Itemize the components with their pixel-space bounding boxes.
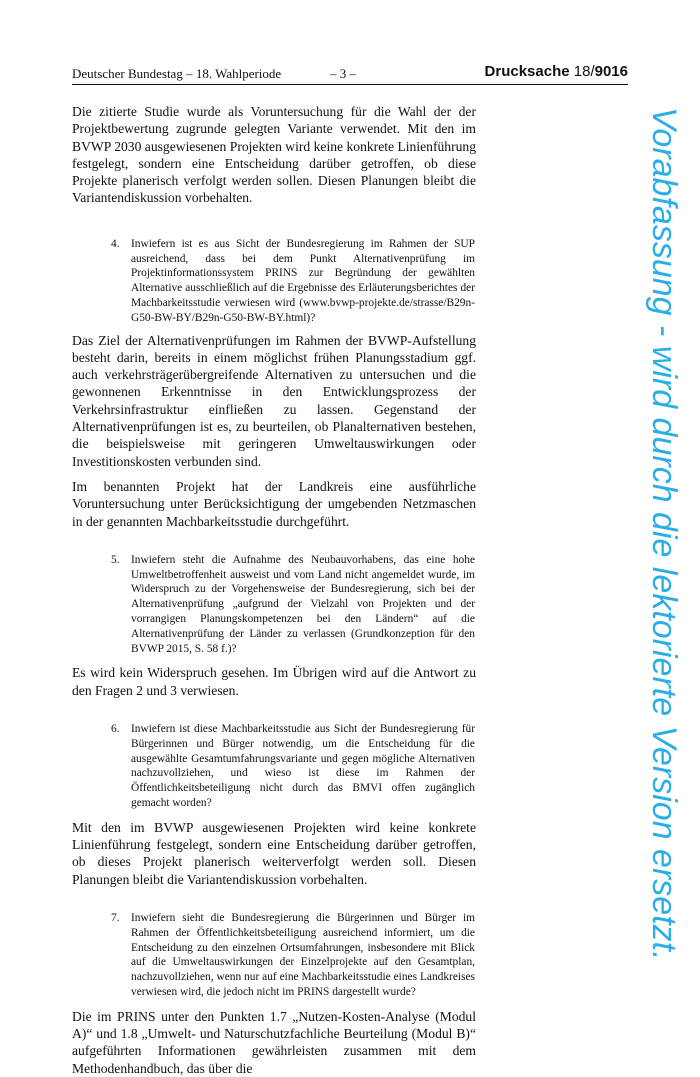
header-rule: [72, 84, 628, 85]
drucksache-num-bold: 9016: [594, 63, 628, 80]
question-text: Inwiefern sieht die Bundesregierung die Bürgerinnen und Bürger im Rahmen der Öffentlichkeitsbeteiligung ausreichend informiert, um die Entscheidung zu den einzelnen Ortsumfahrungen, insbesondere mit Blick auf die Umweltauswirkungen der Einzelprojekte auf den Gesamtplan, nachzuvollziehen, wenn nur auf eine Machbarkeitsstudie eines Landkreises verwiesen wird, die jedoch nicht im PRINS dargestellt wurde?: [131, 911, 475, 998]
page-number: – 3 –: [330, 66, 356, 81]
question-text: Inwiefern ist diese Machbarkeitsstudie aus Sicht der Bundesregierung für Bürgerinnen und Bürger notwendig, um die Entscheidung für die ausgewählte Gesamtumfahrungsvariante und gegen mögliche Alternativen nachzuvollziehen, und wieso ist diese im Rahmen der Öffentlichkeitsbeteiligung nicht durch das BMVI offen zugänglich gemacht worden?: [131, 723, 475, 809]
question-text: Inwiefern ist es aus Sicht der Bundesregierung im Rahmen der SUP ausreichend, dass bei dem Punkt Alternativenprüfung im Projektinformationssystem PRINS zur Begründung der gewählten Alternative ausschließlich auf die Ergebnisse des Erläuterungsberichtes der Machbarkeitsstudie verwiesen wird (www.bvwp-projekte.de/strasse/B29n-G50-BW-BY/B29n-G50-BW-BY.html)?: [131, 237, 475, 324]
question-text: Inwiefern steht die Aufnahme des Neubauvorhabens, das eine hohe Umweltbetroffenheit ausweist und vom Land nicht angemeldet wurde, im Widerspruch zu der Vorgehensweise der Bundesregierung, sich bei der Alternativenprüfung „aufgrund der Vielzahl von Projekten und der vorrangigen Planungskompetenzen bei den Ländern“ auf die Alternativenprüfung der Länder zu verlassen (Grundkonzeption für den BVWP 2015, S. 58 f.)?: [131, 553, 475, 655]
question-7: [111, 911, 475, 1000]
watermark-text: Vorabfassung - wird durch die lektorierte Version ersetzt.: [645, 107, 683, 961]
page-body: [72, 103, 476, 1077]
question-4: [111, 237, 475, 326]
header-parliament-term: Deutscher Bundestag – 18. Wahlperiode: [72, 66, 282, 81]
question-number: 5.: [111, 553, 120, 566]
drucksache-label: Drucksache: [484, 63, 570, 80]
page-header: [72, 63, 628, 86]
answer-6: Mit den im BVWP ausgewiesenen Projekten wird keine konkrete Linienführung festgelegt, sondern eine Entscheidung darüber getroffen, ob dieses Projekt planerisch weiterverfolgt werden soll. Diesen Planungen bleibt die Variantendiskussion vorbehalten.: [72, 819, 476, 887]
question-number: 6.: [111, 723, 120, 735]
question-6: [111, 722, 475, 811]
question-number: 7.: [111, 911, 120, 924]
question-5: [111, 553, 475, 657]
answer-7: Die im PRINS unter den Punkten 1.7 „Nutzen-Kosten-Analyse (Modul A)“ und 1.8 „Umwelt- und Naturschutzfachliche Beurteilung (Modul B)“ aufgeführten Informationen gewährleisten zusammen mit dem Methodenhandbuch, das über die: [72, 1008, 476, 1076]
answer-4-paragraph-1: Das Ziel der Alternativenprüfungen im Rahmen der BVWP-Aufstellung besteht darin, bereits in einem möglichst frühen Planungsstadium ggf. auch verkehrsträgerübergreifende Alternativen zu untersuchen und die gewonnenen Erkenntnisse in den Entwicklungsprozess der Verkehrsinfrastruktur einfließen zu lassen. Gegenstand der Alternativenprüfungen ist es, zu beurteilen, ob Planalternativen bestehen, die beispielsweise mit geringeren Umweltauswirkungen oder Investitionskosten verbunden sind.: [72, 332, 476, 469]
drucksache-number: [485, 64, 628, 80]
answer-paragraph-3: Die zitierte Studie wurde als Voruntersuchung für die Wahl der der Projektbewertung zugrunde gelegten Variante verwendet. Mit den im BVWP 2030 ausgewiesenen Projekten wird keine konkrete Linienführung festgelegt, sondern eine Entscheidung darüber getroffen, ob diese Projekte planerisch verfolgt werden sollen. Diesen Planungen bleibt die Variantendiskussion vorbehalten.: [72, 104, 476, 206]
question-number: 4.: [111, 237, 120, 250]
drucksache-num-prefix: 18/: [573, 63, 595, 80]
answer-5: Es wird kein Widerspruch gesehen. Im Übrigen wird auf die Antwort zu den Fragen 2 und 3 verwiesen.: [72, 665, 476, 698]
draft-watermark: [642, 107, 690, 961]
answer-4-paragraph-2: Im benannten Projekt hat der Landkreis eine ausführliche Voruntersuchung unter Berücksichtigung der umgebenden Netzmaschen in der genannten Machbarkeitsstudie durchgeführt.: [72, 478, 476, 529]
